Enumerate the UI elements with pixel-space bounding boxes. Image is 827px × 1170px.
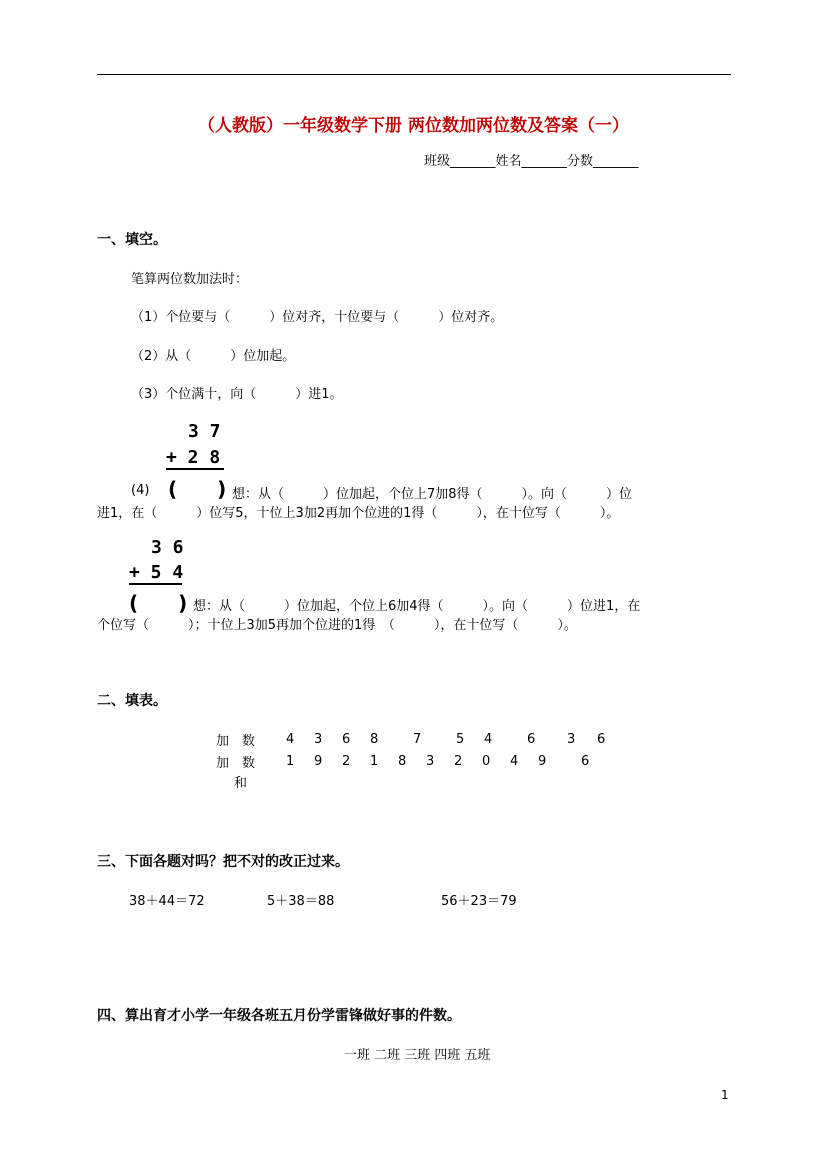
table-cell: 7 [413,732,422,747]
table-cell: 4 [510,754,519,769]
vertical-2-top: 3 6 [151,537,184,558]
table-cell: 8 [370,732,379,747]
vertical-2-line [129,583,182,585]
vertical-2-answer-box: ( ) [129,591,188,615]
vertical-1-top: 3 7 [188,421,221,442]
row-label: 加 数 [216,756,256,771]
question-1: （1）个位要与（ ）位对齐，十位要与（ ）位对齐。 [131,310,504,325]
document-title: （人教版）一年级数学下册 两位数加两位数及答案（一） [198,116,629,136]
table-cell: 1 [370,754,379,769]
equation-2: 5＋38＝88 [267,894,335,909]
section-3-heading: 三、下面各题对吗？把不对的改正过来。 [97,854,349,870]
table-cell: 6 [527,732,536,747]
vertical-1-line [166,468,224,470]
header-rule [97,74,731,75]
table-cell: 9 [314,754,323,769]
addition-table-row-2 [216,751,601,772]
section-2-heading: 二、填表。 [97,693,167,709]
equation-3: 56＋23＝79 [441,894,517,909]
addition-table [216,729,627,750]
question-5-text-a: 想：从（ ）位加起，个位上6加4得（ ）。向（ ）位进1，在 [193,599,641,614]
question-2: （2）从（ ）位加起。 [131,349,296,364]
equation-1: 38＋44＝72 [129,894,205,909]
table-cell: 5 [456,732,465,747]
section-4-heading: 四、算出育才小学一年级各班五月份学雷锋做好事的件数。 [97,1008,461,1024]
table-cell: 9 [538,754,547,769]
question-4-text-b: 进1，在（ ）位写5，十位上3加2再加个位进的1得（ ），在十位写（ ）。 [97,506,620,521]
vertical-1-bottom: + 2 8 [166,447,221,468]
table-cell: 3 [567,732,576,747]
section-1-heading: 一、填空。 [97,232,167,248]
table-cell: 4 [484,732,493,747]
question-4-number: (4) [131,483,150,498]
table-cell: 4 [286,732,295,747]
table-row-addend-1 [216,729,627,750]
question-4-text-a: 想：从（ ）位加起，个位上7加8得（ ）。向（ ）位 [232,487,633,502]
table-cell: 2 [342,754,351,769]
table-cell: 6 [597,732,606,747]
table-row-addend-2 [216,751,601,772]
page-number: 1 [721,1088,729,1102]
class-list: 一班 二班 三班 四班 五班 [344,1048,491,1063]
student-info-line: 班级_______姓名_______分数_______ [424,154,639,169]
table-cell: 6 [581,754,590,769]
vertical-1-answer-box: ( ) [168,477,227,501]
question-5-text-b: 个位写（ ）；十位上3加5再加个位进的1得 （ ），在十位写（ ）。 [97,618,577,633]
table-cell: 1 [286,754,295,769]
section-1-intro: 笔算两位数加法时： [131,272,249,287]
question-3: （3）个位满十，向（ ）进1。 [131,387,343,402]
table-cell: 3 [314,732,323,747]
table-cell: 2 [454,754,463,769]
table-cell: 3 [426,754,435,769]
vertical-2-bottom: + 5 4 [129,562,184,583]
table-cell: 0 [482,754,491,769]
row-label: 加 数 [216,734,256,749]
table-cell: 6 [342,732,351,747]
table-cell: 8 [398,754,407,769]
row-label-sum: 和 [234,776,248,791]
